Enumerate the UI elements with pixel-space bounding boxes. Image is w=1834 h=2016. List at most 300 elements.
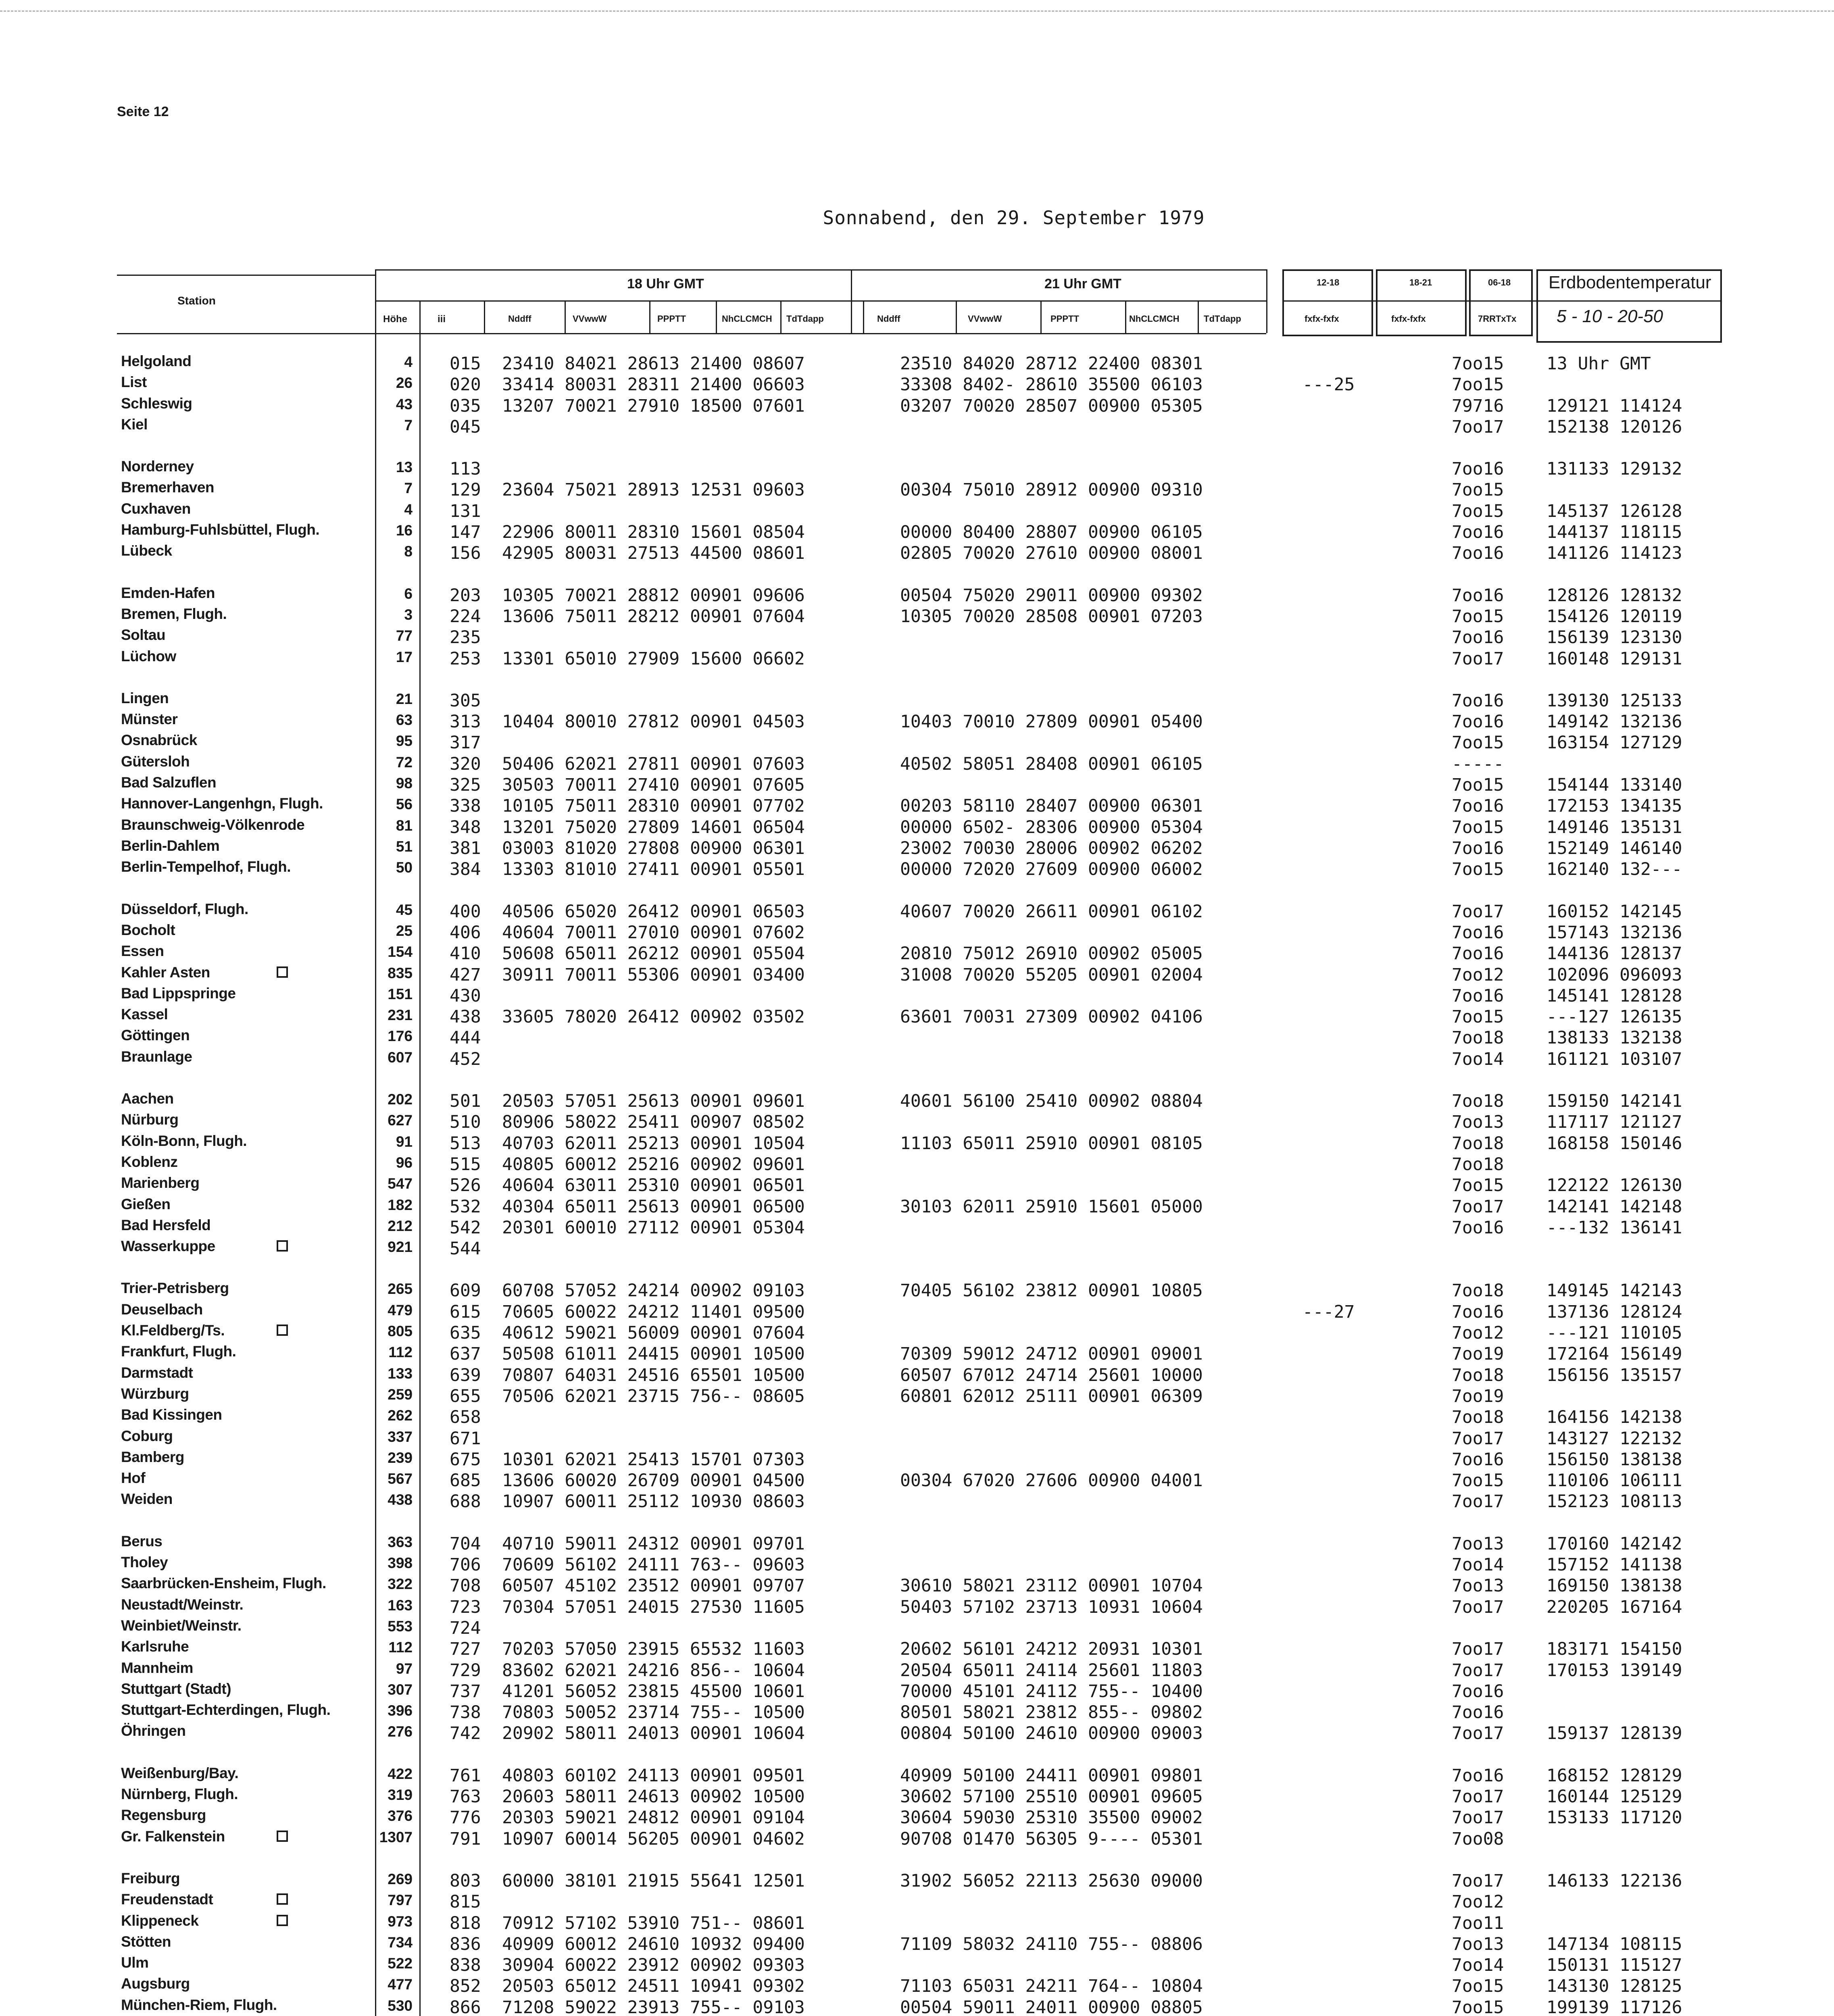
obs-06-18: 7oo16 <box>1452 1218 1504 1238</box>
soil-temperature: 199139 117126 <box>1546 1997 1682 2016</box>
station-name: Freudenstadt <box>121 1891 213 1908</box>
obs-06-18: 7oo15 <box>1452 1175 1504 1195</box>
station-iii: 738 <box>450 1702 481 1722</box>
obs-18-gmt: 23604 75021 28913 12531 09603 <box>502 480 805 500</box>
station-name: Ulm <box>121 1954 149 1971</box>
station-name: Kl.Feldberg/Ts. <box>121 1322 225 1339</box>
obs-06-18: 7oo16 <box>1452 1681 1504 1702</box>
soil-temperature: 168158 150146 <box>1546 1133 1682 1154</box>
soil-temperature: 145141 128128 <box>1546 986 1682 1006</box>
station-name: Bad Hersfeld <box>121 1217 211 1233</box>
open-square-icon <box>277 966 288 978</box>
obs-21-gmt: 71109 58032 24110 755-- 08806 <box>900 1934 1203 1954</box>
station-iii: 742 <box>450 1723 481 1743</box>
obs-21-gmt: 60801 62012 25111 00901 06309 <box>900 1386 1203 1406</box>
station-name: Lingen <box>121 690 169 706</box>
obs-06-18: 7oo12 <box>1452 965 1504 985</box>
station-height: 6 <box>404 585 413 602</box>
obs-18-gmt: 33414 80031 28311 21400 06603 <box>502 375 805 395</box>
station-height: 21 <box>396 691 413 707</box>
station-height: 530 <box>388 1997 413 2014</box>
soil-temperature: 163154 127129 <box>1546 733 1682 753</box>
station-name: Bad Kissingen <box>121 1406 222 1423</box>
obs-06-18: 7oo18 <box>1452 1133 1504 1154</box>
obs-06-18: 7oo17 <box>1452 1639 1504 1659</box>
obs-18-gmt: 30911 70011 55306 00901 03400 <box>502 965 805 985</box>
table-row <box>0 395 1834 416</box>
table-row <box>0 837 1834 858</box>
station-height: 973 <box>388 1913 413 1930</box>
soil-temperature: 172164 156149 <box>1546 1344 1682 1364</box>
station-name: Köln-Bonn, Flugh. <box>121 1133 247 1149</box>
obs-21-gmt: 00000 80400 28807 00900 06105 <box>900 522 1203 542</box>
obs-21-gmt: 10403 70010 27809 00901 05400 <box>900 712 1203 732</box>
station-height: 133 <box>388 1365 413 1382</box>
station-name: Weinbiet/Weinstr. <box>121 1617 242 1634</box>
station-name: Bamberg <box>121 1449 184 1465</box>
station-iii: 724 <box>450 1618 481 1638</box>
table-row <box>0 1238 1834 1259</box>
wind-12-18: ---27 <box>1303 1302 1355 1322</box>
station-iii: 235 <box>450 627 481 648</box>
station-iii: 815 <box>450 1892 481 1912</box>
station-height: 212 <box>388 1218 413 1234</box>
obs-18-gmt: 71208 59022 23913 755-- 09103 <box>502 1997 805 2016</box>
obs-18-gmt: 40909 60012 24610 10932 09400 <box>502 1934 805 1954</box>
obs-06-18: 7oo16 <box>1452 712 1504 732</box>
station-height: 3 <box>404 606 413 623</box>
obs-18-gmt: 70807 64031 24516 65501 10500 <box>502 1365 805 1385</box>
station-height: 239 <box>388 1450 413 1466</box>
station-iii: 637 <box>450 1344 481 1364</box>
station-iii: 147 <box>450 522 481 542</box>
obs-06-18: 7oo17 <box>1452 1429 1504 1449</box>
obs-21-gmt: 00804 50100 24610 00900 09003 <box>900 1723 1203 1743</box>
table-row <box>0 711 1834 732</box>
soil-temperature: 137136 128124 <box>1546 1302 1682 1322</box>
soil-temperature: 141126 114123 <box>1546 543 1682 563</box>
station-height: 307 <box>388 1681 413 1698</box>
table-row <box>0 542 1834 563</box>
header-period-2-sub: fxfx-fxfx <box>1391 314 1426 324</box>
obs-06-18: 7oo16 <box>1452 923 1504 943</box>
station-iii: 384 <box>450 859 481 879</box>
obs-18-gmt: 20301 60010 27112 00901 05304 <box>502 1218 805 1238</box>
obs-18-gmt: 13303 81010 27411 00901 05501 <box>502 859 805 879</box>
station-height: 98 <box>396 775 413 791</box>
obs-06-18: 7oo15 <box>1452 1470 1504 1491</box>
soil-temperature: 156156 135157 <box>1546 1365 1682 1385</box>
obs-06-18: 7oo14 <box>1452 1555 1504 1575</box>
soil-temperature: 156150 138138 <box>1546 1450 1682 1470</box>
table-row <box>0 816 1834 837</box>
obs-18-gmt: 40304 65011 25613 00901 06500 <box>502 1197 805 1217</box>
obs-18-gmt: 50406 62021 27811 00901 07603 <box>502 754 805 774</box>
header-col-sep-6 <box>780 300 782 333</box>
obs-06-18: 7oo17 <box>1452 1660 1504 1681</box>
table-row <box>0 1575 1834 1596</box>
soil-temperature: 156139 123130 <box>1546 627 1682 648</box>
station-name: Karlsruhe <box>121 1638 189 1655</box>
table-row <box>0 858 1834 879</box>
obs-18-gmt: 60507 45102 23512 00901 09707 <box>502 1576 805 1596</box>
date-line <box>0 207 1834 229</box>
soil-temperature: 102096 096093 <box>1546 965 1682 985</box>
obs-18-gmt: 13606 75011 28212 00901 07604 <box>502 606 805 627</box>
station-name: Bremerhaven <box>121 479 215 496</box>
obs-18-gmt: 20503 57051 25613 00901 09601 <box>502 1091 805 1111</box>
table-row <box>0 648 1834 669</box>
obs-06-18: 7oo13 <box>1452 1934 1504 1954</box>
table-row <box>0 1596 1834 1617</box>
station-height: 396 <box>388 1702 413 1719</box>
header-col-sep-1 <box>419 300 421 333</box>
obs-06-18: 7oo16 <box>1452 1302 1504 1322</box>
station-name: Bremen, Flugh. <box>121 606 227 622</box>
soil-temperature: 157152 141138 <box>1546 1555 1682 1575</box>
station-iii: 818 <box>450 1913 481 1933</box>
station-iii: 706 <box>450 1555 481 1575</box>
header-col-sep-2 <box>484 300 485 333</box>
station-iii: 655 <box>450 1386 481 1406</box>
table-row <box>0 1681 1834 1702</box>
obs-21-gmt: 31902 56052 22113 25630 09000 <box>900 1871 1203 1891</box>
obs-18-gmt: 10105 75011 28310 00901 07702 <box>502 796 805 816</box>
obs-06-18: 7oo16 <box>1452 459 1504 479</box>
obs-18-gmt: 40710 59011 24312 00901 09701 <box>502 1534 805 1554</box>
obs-21-gmt: 40601 56100 25410 00902 08804 <box>900 1091 1203 1111</box>
obs-21-gmt: 63601 70031 27309 00902 04106 <box>900 1007 1203 1027</box>
soil-temperature: 139130 125133 <box>1546 691 1682 711</box>
soil-temperature: 159137 128139 <box>1546 1723 1682 1743</box>
station-name: Trier-Petrisberg <box>121 1280 229 1296</box>
obs-06-18: 7oo18 <box>1452 1281 1504 1301</box>
station-name: Coburg <box>121 1428 173 1444</box>
table-row <box>0 753 1834 774</box>
header-hoehe: Höhe <box>383 314 407 325</box>
table-row <box>0 1111 1834 1132</box>
soil-temperature: 145137 126128 <box>1546 501 1682 521</box>
obs-18-gmt: 10907 60011 25112 10930 08603 <box>502 1491 805 1512</box>
obs-06-18: 7oo15 <box>1452 480 1504 500</box>
obs-21-gmt: 40909 50100 24411 00901 09801 <box>900 1766 1203 1786</box>
obs-18-gmt: 40604 70011 27010 00901 07602 <box>502 923 805 943</box>
station-iii: 129 <box>450 480 481 500</box>
obs-18-gmt: 80906 58022 25411 00907 08502 <box>502 1112 805 1132</box>
station-height: 438 <box>388 1491 413 1508</box>
table-row <box>0 1828 1834 1849</box>
station-iii: 639 <box>450 1365 481 1385</box>
header-col-sep-12 <box>1198 300 1199 333</box>
table-row <box>0 1554 1834 1575</box>
station-name: Bad Salzuflen <box>121 774 217 791</box>
station-height: 112 <box>388 1639 413 1656</box>
soil-temperature: 144136 128137 <box>1546 943 1682 964</box>
station-height: 835 <box>388 965 413 981</box>
station-name: Norderney <box>121 458 194 475</box>
soil-temperature: 143127 122132 <box>1546 1429 1682 1449</box>
soil-temperature: 149145 142143 <box>1546 1281 1682 1301</box>
station-height: 13 <box>396 459 413 475</box>
station-iii: 410 <box>450 943 481 964</box>
station-iii: 513 <box>450 1133 481 1154</box>
obs-18-gmt: 33605 78020 26412 00902 03502 <box>502 1007 805 1027</box>
station-name: Weißenburg/Bay. <box>121 1765 239 1781</box>
table-row <box>0 1807 1834 1828</box>
obs-18-gmt: 40703 62011 25213 00901 10504 <box>502 1133 805 1154</box>
station-height: 376 <box>388 1808 413 1824</box>
soil-temperature: 122122 126130 <box>1546 1175 1682 1195</box>
obs-21-gmt: 20504 65011 24114 25601 11803 <box>900 1660 1203 1681</box>
obs-18-gmt: 40803 60102 24113 00901 09501 <box>502 1766 805 1786</box>
obs-06-18: 7oo13 <box>1452 1576 1504 1596</box>
station-name: Stötten <box>121 1933 171 1950</box>
obs-18-gmt: 70304 57051 24015 27530 11605 <box>502 1597 805 1617</box>
obs-21-gmt: 30103 62011 25910 15601 05000 <box>900 1197 1203 1217</box>
table-row <box>0 606 1834 627</box>
station-name: Marienberg <box>121 1175 200 1191</box>
station-iii: 635 <box>450 1323 481 1343</box>
station-iii: 542 <box>450 1218 481 1238</box>
table-row <box>0 416 1834 437</box>
table-row <box>0 922 1834 943</box>
station-height: 182 <box>388 1197 413 1213</box>
table-row <box>0 732 1834 753</box>
header-col-sep-3 <box>565 300 566 333</box>
table-row <box>0 1954 1834 1975</box>
station-height: 50 <box>396 859 413 876</box>
station-height: 25 <box>396 923 413 939</box>
header-21-col-4: TdTdapp <box>1204 314 1241 324</box>
header-erd-sub: 5 - 10 - 20-50 <box>1557 306 1663 326</box>
header-18-col-4: TdTdapp <box>786 314 824 324</box>
soil-temperature: 170160 142142 <box>1546 1534 1682 1554</box>
obs-21-gmt: 23510 84020 28712 22400 08301 <box>900 354 1203 374</box>
obs-18-gmt: 20902 58011 24013 00901 10604 <box>502 1723 805 1743</box>
obs-06-18: 7oo08 <box>1452 1829 1504 1849</box>
obs-21-gmt: 71103 65031 24211 764-- 10804 <box>900 1976 1203 1996</box>
table-row <box>0 1090 1834 1111</box>
table-row <box>0 1722 1834 1743</box>
station-name: Stuttgart-Echterdingen, Flugh. <box>121 1702 331 1718</box>
obs-06-18: 7oo12 <box>1452 1323 1504 1343</box>
table-row <box>0 1617 1834 1638</box>
open-square-icon <box>277 1893 288 1905</box>
station-iii: 501 <box>450 1091 481 1111</box>
station-name: Kahler Asten <box>121 964 210 981</box>
station-iii: 203 <box>450 585 481 606</box>
station-height: 4 <box>404 354 413 370</box>
station-iii: 045 <box>450 417 481 437</box>
obs-06-18: 7oo15 <box>1452 1997 1504 2016</box>
station-height: 97 <box>396 1660 413 1677</box>
header-21-col-1: VVwwW <box>968 314 1002 324</box>
obs-18-gmt: 41201 56052 23815 45500 10601 <box>502 1681 805 1702</box>
table-row <box>0 500 1834 521</box>
header-18-gmt: 18 Uhr GMT <box>627 276 704 292</box>
obs-06-18: 7oo15 <box>1452 1007 1504 1027</box>
soil-temperature: 160152 142145 <box>1546 902 1682 922</box>
station-height: 56 <box>396 796 413 812</box>
station-name: Nürnberg, Flugh. <box>121 1786 238 1802</box>
station-iii: 317 <box>450 733 481 753</box>
soil-temperature: 144137 118115 <box>1546 522 1682 542</box>
table-row <box>0 374 1834 395</box>
station-height: 151 <box>388 986 413 1002</box>
obs-06-18: 7oo17 <box>1452 1491 1504 1512</box>
obs-06-18: 7oo15 <box>1452 775 1504 795</box>
station-iii: 313 <box>450 712 481 732</box>
obs-06-18: 7oo16 <box>1452 1766 1504 1786</box>
station-iii: 526 <box>450 1175 481 1195</box>
soil-temperature: 183171 154150 <box>1546 1639 1682 1659</box>
obs-06-18: 7oo15 <box>1452 501 1504 521</box>
table-row <box>0 1702 1834 1722</box>
table-row <box>0 795 1834 816</box>
obs-06-18: 7oo18 <box>1452 1154 1504 1175</box>
soil-temperature: 161121 103107 <box>1546 1049 1682 1069</box>
obs-06-18: 7oo16 <box>1452 585 1504 606</box>
date-text: Sonnabend, den 29. September 1979 <box>823 207 1205 229</box>
station-iii: 515 <box>450 1154 481 1175</box>
header-station: Station <box>177 294 216 307</box>
station-height: 422 <box>388 1766 413 1782</box>
obs-06-18: 7oo16 <box>1452 838 1504 858</box>
obs-21-gmt: 70309 59012 24712 00901 09001 <box>900 1344 1203 1364</box>
obs-06-18: 7oo18 <box>1452 1365 1504 1385</box>
station-height: 479 <box>388 1302 413 1318</box>
soil-temperature: 157143 132136 <box>1546 923 1682 943</box>
obs-06-18: 7oo15 <box>1452 1976 1504 1996</box>
station-name: Braunlage <box>121 1048 192 1065</box>
table-row <box>0 1660 1834 1681</box>
station-height: 231 <box>388 1007 413 1023</box>
station-height: 797 <box>388 1892 413 1908</box>
station-height: 91 <box>396 1133 413 1150</box>
station-name: Frankfurt, Flugh. <box>121 1343 236 1360</box>
obs-18-gmt: 60708 57052 24214 00902 09103 <box>502 1281 805 1301</box>
obs-06-18: 7oo18 <box>1452 1407 1504 1427</box>
station-height: 553 <box>388 1618 413 1635</box>
obs-06-18: 7oo17 <box>1452 417 1504 437</box>
station-iii: 675 <box>450 1450 481 1470</box>
station-name: Stuttgart (Stadt) <box>121 1681 231 1697</box>
open-square-icon <box>277 1325 288 1336</box>
station-name: Hof <box>121 1470 146 1486</box>
header-18-col-2: PPPTT <box>657 314 686 324</box>
obs-18-gmt: 60000 38101 21915 55641 12501 <box>502 1871 805 1891</box>
station-name: Hannover-Langenhgn, Flugh. <box>121 795 323 812</box>
table-row <box>0 1449 1834 1470</box>
obs-18-gmt: 40805 60012 25216 00902 09601 <box>502 1154 805 1175</box>
station-iii: 609 <box>450 1281 481 1301</box>
table-row <box>0 1154 1834 1175</box>
station-iii: 015 <box>450 354 481 374</box>
header-col-sep-11 <box>1125 300 1126 333</box>
soil-temperature: 143130 128125 <box>1546 1976 1682 1996</box>
station-name: Berlin-Tempelhof, Flugh. <box>121 858 291 875</box>
obs-18-gmt: 23410 84021 28613 21400 08607 <box>502 354 805 374</box>
header-bottom-rule <box>117 333 1266 334</box>
station-iii: 737 <box>450 1681 481 1702</box>
station-height: 921 <box>388 1239 413 1255</box>
obs-21-gmt: 30602 57100 25510 00901 09605 <box>900 1787 1203 1807</box>
obs-06-18: ----- <box>1452 754 1504 774</box>
station-name: Hamburg-Fuhlsbüttel, Flugh. <box>121 521 320 538</box>
soil-temperature: 172153 134135 <box>1546 796 1682 816</box>
station-name: Neustadt/Weinstr. <box>121 1596 244 1613</box>
table-row <box>0 1870 1834 1891</box>
obs-18-gmt: 20503 65012 24511 10941 09302 <box>502 1976 805 1996</box>
station-name: Koblenz <box>121 1154 178 1170</box>
station-name: Essen <box>121 943 164 959</box>
header-period-2: 18-21 <box>1409 277 1432 287</box>
soil-temperature: 153133 117120 <box>1546 1808 1682 1828</box>
station-height: 72 <box>396 754 413 771</box>
header-top-rule <box>375 269 1266 271</box>
station-iii: 430 <box>450 986 481 1006</box>
station-iii: 438 <box>450 1007 481 1027</box>
table-row <box>0 1891 1834 1912</box>
header-col-sep-10 <box>1040 300 1042 333</box>
table-row <box>0 1428 1834 1449</box>
obs-21-gmt: 30604 59030 25310 35500 09002 <box>900 1808 1203 1828</box>
obs-06-18: 7oo15 <box>1452 859 1504 879</box>
station-iii: 035 <box>450 396 481 416</box>
obs-06-18: 7oo15 <box>1452 817 1504 837</box>
station-name: Kassel <box>121 1006 168 1023</box>
table-row <box>0 1217 1834 1238</box>
station-height: 319 <box>388 1787 413 1803</box>
obs-21-gmt: 00504 59011 24011 00900 08805 <box>900 1997 1203 2016</box>
station-height: 81 <box>396 817 413 834</box>
table-row <box>0 1301 1834 1322</box>
station-iii: 763 <box>450 1787 481 1807</box>
soil-temperature: 152138 120126 <box>1546 417 1682 437</box>
station-name: Emden-Hafen <box>121 585 215 601</box>
page-number: Seite 12 <box>117 104 169 119</box>
obs-06-18: 7oo16 <box>1452 986 1504 1006</box>
obs-21-gmt: 00203 58110 28407 00900 06301 <box>900 796 1203 816</box>
station-iii: 224 <box>450 606 481 627</box>
station-iii: 836 <box>450 1934 481 1954</box>
table-row <box>0 627 1834 648</box>
station-height: 398 <box>388 1555 413 1571</box>
station-name: Gütersloh <box>121 753 190 770</box>
open-square-icon <box>277 1240 288 1252</box>
station-height: 363 <box>388 1534 413 1550</box>
header-col-sep-8 <box>863 300 864 333</box>
obs-21-gmt: 02805 70020 27610 00900 08001 <box>900 543 1203 563</box>
wind-12-18: ---25 <box>1303 375 1355 395</box>
station-name: Regensburg <box>121 1807 206 1823</box>
station-iii: 020 <box>450 375 481 395</box>
station-name: List <box>121 374 147 390</box>
station-height: 805 <box>388 1323 413 1339</box>
table-row <box>0 585 1834 606</box>
period-mid-rule <box>1282 300 1720 302</box>
obs-06-18: 7oo18 <box>1452 1091 1504 1111</box>
station-iii: 658 <box>450 1407 481 1427</box>
obs-21-gmt: 00304 75010 28912 00900 09310 <box>900 480 1203 500</box>
station-iii: 761 <box>450 1766 481 1786</box>
station-height: 734 <box>388 1934 413 1951</box>
obs-18-gmt: 70203 57050 23915 65532 11603 <box>502 1639 805 1659</box>
obs-06-18: 7oo16 <box>1452 627 1504 648</box>
table-row <box>0 1406 1834 1427</box>
station-height: 522 <box>388 1955 413 1972</box>
table-row <box>0 774 1834 795</box>
